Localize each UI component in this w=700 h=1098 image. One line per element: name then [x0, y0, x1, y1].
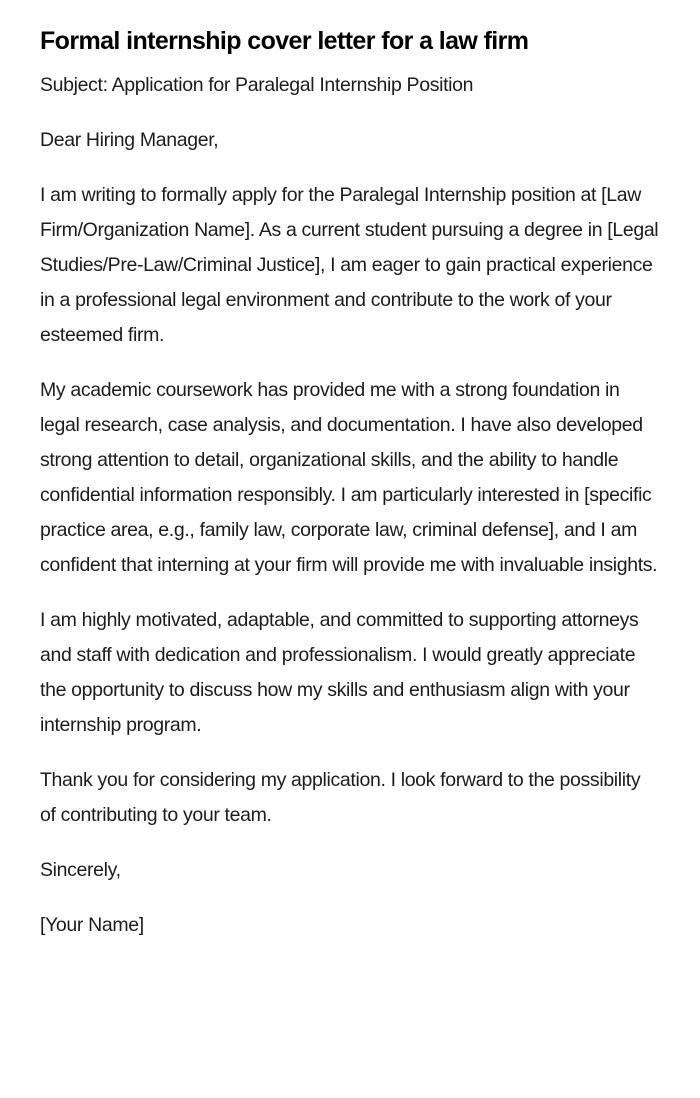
- subject-line: Subject: Application for Paralegal Internship Position: [40, 74, 474, 96]
- signature: [Your Name]: [40, 914, 144, 936]
- body-paragraph-intro: I am writing to formally apply for the Paralegal Internship position at [Law Firm/Organization Name]. As a current student pursuing a degree in [Legal Studies/Pre-Law/Criminal Justice], I am eager to gain practical experience in a professional legal environment and contribute to the work of your esteemed firm.: [40, 184, 659, 346]
- closing: Sincerely,: [40, 859, 121, 881]
- salutation: Dear Hiring Manager,: [40, 129, 219, 151]
- body-paragraph-thanks: Thank you for considering my application. I look forward to the possibility of contributing to your team.: [40, 769, 641, 826]
- page-title: Formal internship cover letter for a law firm: [40, 27, 529, 55]
- body-paragraph-motivation: I am highly motivated, adaptable, and committed to supporting attorneys and staff with dedication and professionalism. I would greatly appreciate the opportunity to discuss how my skills and enthusiasm align with your internship program.: [40, 609, 639, 736]
- body-paragraph-qualifications: My academic coursework has provided me with a strong foundation in legal research, case analysis, and documentation. I have also developed strong attention to detail, organizational skills, and the ability to handle confidential information responsibly. I am particularly interested in [specific practice area, e.g., family law, corporate law, criminal defense], and I am confident that interning at your firm will provide me with invaluable insights.: [40, 379, 658, 576]
